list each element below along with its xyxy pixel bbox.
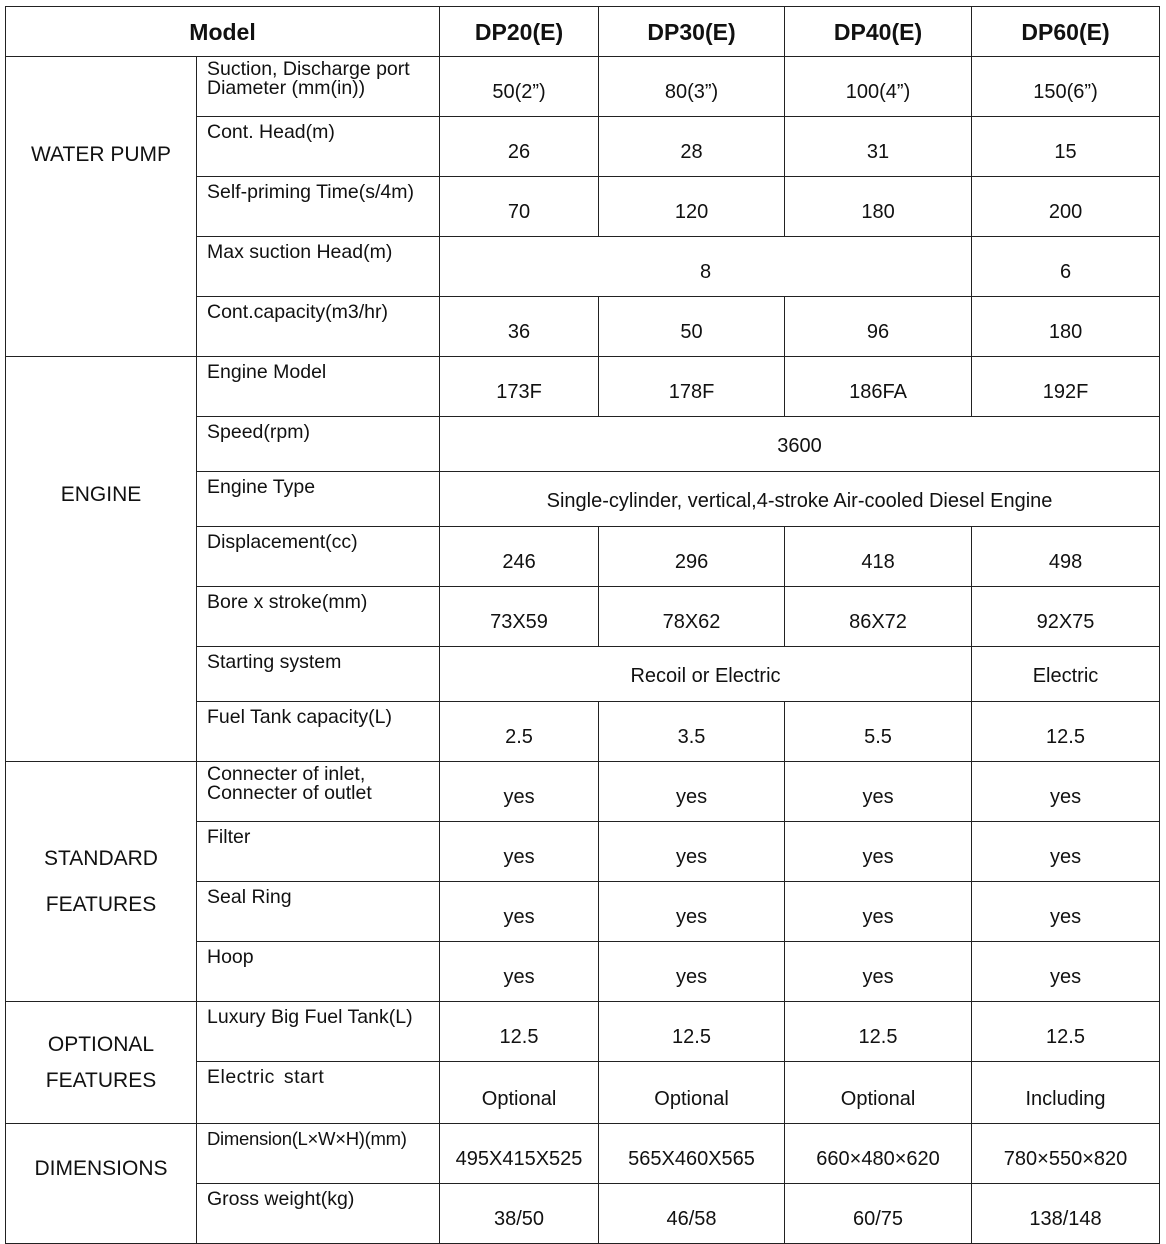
cell-value: 12.5 [440, 1002, 599, 1062]
param-connector-line2: Connecter of outlet [207, 782, 372, 804]
cell-value: 565X460X565 [599, 1124, 785, 1184]
cell-value: yes [972, 942, 1160, 1002]
cell-value: 36 [440, 297, 599, 357]
param-head: Cont. Head(m) [197, 117, 440, 177]
cell-value: 180 [785, 177, 972, 237]
header-row [6, 7, 1160, 57]
cell-value: yes [785, 942, 972, 1002]
cell-value: Optional [599, 1062, 785, 1124]
cell-value: 80(3”) [599, 57, 785, 117]
cell-value: Optional [785, 1062, 972, 1124]
param-connector [197, 762, 440, 822]
param-gross-weight: Gross weight(kg) [197, 1184, 440, 1244]
cell-value: yes [440, 822, 599, 882]
cell-value: yes [440, 942, 599, 1002]
param-hoop: Hoop [197, 942, 440, 1002]
cell-value: yes [785, 762, 972, 822]
cell-value: 96 [785, 297, 972, 357]
cell-value: 12.5 [972, 702, 1160, 762]
cell-value: Electric [972, 647, 1160, 702]
cell-value-shared: 3600 [440, 417, 1160, 472]
table-row [6, 762, 1160, 822]
param-suction-head: Max suction Head(m) [197, 237, 440, 297]
cell-value: 73X59 [440, 587, 599, 647]
cell-value: 26 [440, 117, 599, 177]
group-engine: ENGINE [6, 357, 197, 762]
group-optional-line2: FEATURES [45, 1068, 157, 1092]
cell-value: yes [599, 822, 785, 882]
model-dp40: DP40(E) [785, 7, 972, 57]
param-capacity: Cont.capacity(m3/hr) [197, 297, 440, 357]
cell-value: 5.5 [785, 702, 972, 762]
cell-value: yes [440, 762, 599, 822]
cell-value-shared: 8 [440, 237, 972, 297]
cell-value: 200 [972, 177, 1160, 237]
param-filter: Filter [197, 822, 440, 882]
cell-value: 246 [440, 527, 599, 587]
param-electric-start: Electric start [197, 1062, 440, 1124]
group-optional-line1: OPTIONAL [47, 1032, 155, 1056]
cell-value: 192F [972, 357, 1160, 417]
cell-value: 2.5 [440, 702, 599, 762]
cell-value: 46/58 [599, 1184, 785, 1244]
cell-value: 660×480×620 [785, 1124, 972, 1184]
cell-value: 50(2”) [440, 57, 599, 117]
param-displacement: Displacement(cc) [197, 527, 440, 587]
model-dp20: DP20(E) [440, 7, 599, 57]
cell-value: 50 [599, 297, 785, 357]
spec-table [5, 6, 1160, 1244]
cell-value: yes [972, 762, 1160, 822]
cell-value: yes [785, 882, 972, 942]
cell-value: yes [440, 882, 599, 942]
cell-value: 780×550×820 [972, 1124, 1160, 1184]
cell-value: 38/50 [440, 1184, 599, 1244]
cell-value: 60/75 [785, 1184, 972, 1244]
model-header: Model [6, 7, 440, 57]
param-starting: Starting system [197, 647, 440, 702]
cell-value: 12.5 [599, 1002, 785, 1062]
cell-value: 178F [599, 357, 785, 417]
cell-value: 12.5 [785, 1002, 972, 1062]
cell-value: yes [785, 822, 972, 882]
cell-value: yes [972, 822, 1160, 882]
cell-value: 418 [785, 527, 972, 587]
cell-value: yes [599, 762, 785, 822]
group-standard-line1: STANDARD [44, 846, 158, 870]
table-row [6, 1002, 1160, 1062]
param-bore-stroke: Bore x stroke(mm) [197, 587, 440, 647]
cell-value: 138/148 [972, 1184, 1160, 1244]
param-engine-type: Engine Type [197, 472, 440, 527]
table-row [6, 1124, 1160, 1184]
cell-value: 78X62 [599, 587, 785, 647]
param-dimension: Dimension(L×W×H)(mm) [197, 1124, 440, 1184]
param-port-line1: Suction, Discharge port [207, 58, 410, 80]
param-fuel-tank: Fuel Tank capacity(L) [197, 702, 440, 762]
cell-value: 3.5 [599, 702, 785, 762]
param-connector-line1: Connecter of inlet, [207, 763, 366, 785]
group-dimensions: DIMENSIONS [6, 1124, 197, 1244]
table-row [6, 57, 1160, 117]
cell-value: 12.5 [972, 1002, 1160, 1062]
cell-value: 28 [599, 117, 785, 177]
group-optional-features [6, 1002, 197, 1124]
cell-value-shared: Single-cylinder, vertical,4-stroke Air-cooled Diesel Engine [440, 472, 1160, 527]
cell-value: 15 [972, 117, 1160, 177]
cell-value: 495X415X525 [440, 1124, 599, 1184]
param-port-line2: Diameter (mm(in)) [207, 77, 366, 99]
cell-value: 6 [972, 237, 1160, 297]
cell-value: Optional [440, 1062, 599, 1124]
cell-value-shared: Recoil or Electric [440, 647, 972, 702]
param-port-diameter [197, 57, 440, 117]
param-speed: Speed(rpm) [197, 417, 440, 472]
cell-value: 100(4”) [785, 57, 972, 117]
cell-value: 70 [440, 177, 599, 237]
group-standard-features [6, 762, 197, 1002]
cell-value: 498 [972, 527, 1160, 587]
table-row [6, 357, 1160, 417]
cell-value: 31 [785, 117, 972, 177]
param-engine-model: Engine Model [197, 357, 440, 417]
model-dp60: DP60(E) [972, 7, 1160, 57]
cell-value: 86X72 [785, 587, 972, 647]
cell-value: 186FA [785, 357, 972, 417]
cell-value: 120 [599, 177, 785, 237]
cell-value: yes [599, 942, 785, 1002]
cell-value: 173F [440, 357, 599, 417]
param-luxury-tank: Luxury Big Fuel Tank(L) [197, 1002, 440, 1062]
group-water-pump: WATER PUMP [6, 57, 197, 357]
cell-value: Including [972, 1062, 1160, 1124]
group-standard-line2: FEATURES [45, 892, 157, 916]
cell-value: yes [972, 882, 1160, 942]
model-dp30: DP30(E) [599, 7, 785, 57]
cell-value: 296 [599, 527, 785, 587]
param-seal-ring: Seal Ring [197, 882, 440, 942]
cell-value: 180 [972, 297, 1160, 357]
cell-value: yes [599, 882, 785, 942]
cell-value: 150(6”) [972, 57, 1160, 117]
cell-value: 92X75 [972, 587, 1160, 647]
param-priming: Self-priming Time(s/4m) [197, 177, 440, 237]
